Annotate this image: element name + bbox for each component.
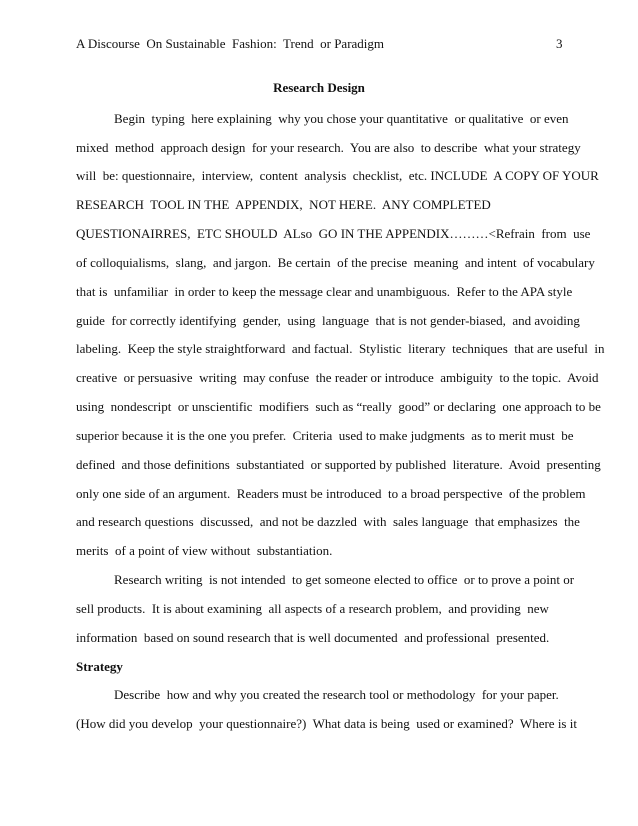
paragraph-line: (How did you develop your questionnaire?) What data is being used or examined? Where is it xyxy=(76,716,577,731)
section-title: Research Design xyxy=(273,80,365,95)
paragraph-line: superior because it is the one you prefer. Criteria used to make judgments as to merit must be xyxy=(76,428,574,443)
paragraph-line: RESEARCH TOOL IN THE APPENDIX, NOT HERE. ANY COMPLETED xyxy=(76,197,491,212)
paragraph-line: QUESTIONAIRRES, ETC SHOULD ALso GO IN THE APPENDIX………<Refrain from use xyxy=(76,226,591,241)
strategy-heading: Strategy xyxy=(76,659,123,674)
paragraph-line: information based on sound research that is well documented and professional presented. xyxy=(76,630,550,645)
running-head: A Discourse On Sustainable Fashion: Trend or Paradigm xyxy=(76,36,385,51)
paragraph-line: labeling. Keep the style straightforward and factual. Stylistic literary techniques that are useful in xyxy=(76,341,605,356)
paragraph-line: defined and those definitions substantiated or supported by published literature. Avoid presenting xyxy=(76,457,601,472)
paragraph-line: only one side of an argument. Readers must be introduced to a broad perspective of the problem xyxy=(76,486,586,501)
paragraph-line: that is unfamiliar in order to keep the message clear and unambiguous. Refer to the APA style xyxy=(76,284,573,299)
paragraph-line: and research questions discussed, and not be dazzled with sales language that emphasizes the xyxy=(76,514,580,529)
paragraph-line: merits of a point of view without substantiation. xyxy=(76,543,333,558)
paragraph-line: creative or persuasive writing may confuse the reader or introduce ambiguity to the topic. Avoid xyxy=(76,370,599,385)
page-number: 3 xyxy=(556,36,563,51)
paragraph-line: using nondescript or unscientific modifiers such as “really good” or declaring one approach to be xyxy=(76,399,601,414)
paragraph-line: mixed method approach design for your research. You are also to describe what your strategy xyxy=(76,140,581,155)
paragraph-line: guide for correctly identifying gender, using language that is not gender-biased, and avoiding xyxy=(76,313,580,328)
paragraph-line: of colloquialisms, slang, and jargon. Be certain of the precise meaning and intent of vocabulary xyxy=(76,255,595,270)
paragraph-line: sell products. It is about examining all aspects of a research problem, and providing new xyxy=(76,601,549,616)
paragraph-line: Describe how and why you created the research tool or methodology for your paper. xyxy=(114,687,559,702)
paragraph-line: Research writing is not intended to get someone elected to office or to prove a point or xyxy=(114,572,575,587)
paragraph-line: will be: questionnaire, interview, content analysis checklist, etc. INCLUDE A COPY OF YOUR xyxy=(76,168,599,183)
paragraph-line: Begin typing here explaining why you chose your quantitative or qualitative or even xyxy=(114,111,569,126)
